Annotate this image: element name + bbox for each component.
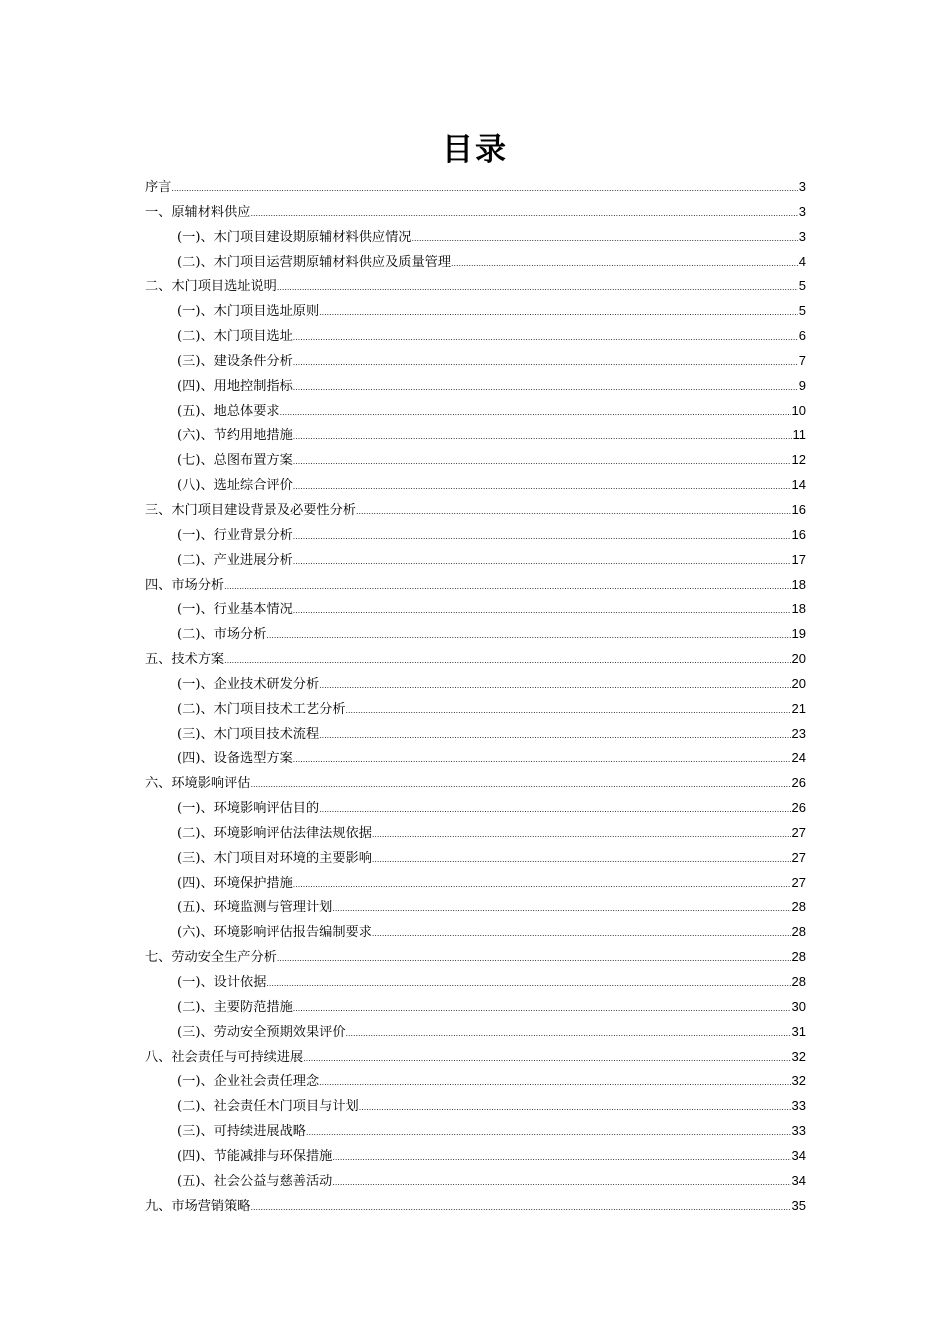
toc-entry-page-number: 31 [791, 1023, 806, 1039]
toc-entry[interactable] [145, 225, 806, 250]
toc-entry[interactable] [145, 374, 806, 399]
toc-entry-label: 四、市场分析 [145, 577, 225, 593]
toc-entry[interactable] [145, 1020, 806, 1045]
toc-entry-page-number: 27 [791, 849, 806, 865]
toc-entry[interactable] [145, 920, 806, 945]
toc-dot-leader [293, 424, 792, 449]
toc-entry-page-number: 24 [791, 750, 806, 766]
toc-entry[interactable] [145, 473, 806, 498]
toc-dot-leader [293, 449, 791, 474]
toc-entry[interactable] [145, 573, 806, 598]
toc-entry-page-number: 28 [791, 899, 806, 915]
toc-entry[interactable] [145, 1119, 806, 1144]
toc-entry-label: (二)、主要防范措施 [177, 999, 293, 1015]
toc-dot-leader [359, 1095, 791, 1120]
toc-entry-page-number: 26 [791, 800, 806, 816]
toc-entry-label: (一)、木门项目选址原则 [177, 304, 320, 320]
toc-entry-label: (三)、可持续进展战略 [177, 1124, 306, 1140]
toc-entry-page-number: 17 [791, 551, 806, 567]
toc-entry-label: (三)、建设条件分析 [177, 353, 293, 369]
toc-dot-leader [372, 921, 791, 946]
toc-entry-page-number: 28 [791, 949, 806, 965]
toc-entry-page-number: 3 [798, 203, 806, 219]
page-title: 目录 [442, 132, 508, 168]
toc-entry[interactable] [145, 746, 806, 771]
toc-dot-leader [319, 300, 798, 325]
toc-entry-page-number: 12 [791, 452, 806, 468]
toc-entry[interactable] [145, 722, 806, 747]
toc-entry-label: (二)、环境影响评估法律法规依据 [177, 825, 372, 841]
toc-entry-label: 序言 [145, 180, 172, 195]
toc-dot-leader [251, 201, 798, 226]
toc-dot-leader [303, 1046, 790, 1071]
toc-entry-label: (四)、节能减排与环保措施 [177, 1148, 333, 1164]
toc-entry-label: (六)、节约用地措施 [177, 428, 293, 444]
toc-entry-page-number: 28 [791, 924, 806, 940]
toc-dot-leader [319, 797, 790, 822]
toc-entry[interactable] [145, 299, 806, 324]
toc-entry-label: (二)、产业进展分析 [177, 552, 293, 568]
toc-dot-leader [293, 598, 791, 623]
toc-entry-page-number: 32 [791, 1048, 806, 1064]
toc-dot-leader [372, 822, 791, 847]
toc-entry[interactable] [145, 175, 806, 200]
toc-entry-label: 三、木门项目建设背景及必要性分析 [145, 502, 356, 518]
toc-entry[interactable] [145, 423, 806, 448]
toc-dot-leader [306, 1120, 791, 1145]
toc-entry-label: (二)、木门项目技术工艺分析 [177, 701, 346, 717]
toc-entry-page-number: 3 [798, 228, 806, 244]
toc-entry[interactable] [145, 324, 806, 349]
toc-entry[interactable] [145, 1169, 806, 1194]
toc-entry-label: (二)、市场分析 [177, 627, 267, 643]
toc-entry-label: (五)、地总体要求 [177, 403, 280, 419]
toc-entry-label: (三)、劳动安全预期效果评价 [177, 1024, 346, 1040]
toc-dot-leader [332, 1145, 790, 1170]
toc-entry-page-number: 18 [791, 576, 806, 592]
toc-entry-page-number: 28 [791, 974, 806, 989]
toc-entry-page-number: 3 [798, 179, 806, 194]
toc-entry-page-number: 21 [791, 700, 806, 716]
toc-dot-leader [346, 698, 791, 723]
toc-entry-label: 六、环境影响评估 [145, 776, 251, 792]
toc-dot-leader [224, 574, 790, 599]
toc-dot-leader [293, 747, 791, 772]
toc-entry-label: (二)、社会责任木门项目与计划 [177, 1099, 359, 1115]
toc-entry-label: (五)、社会公益与慈善活动 [177, 1173, 333, 1189]
toc-dot-leader [372, 847, 791, 872]
toc-entry-page-number: 27 [791, 874, 806, 890]
toc-entry-label: (二)、木门项目选址 [177, 329, 293, 345]
toc-entry-page-number: 33 [791, 1098, 806, 1114]
toc-entry[interactable] [145, 448, 806, 473]
toc-entry[interactable] [145, 672, 806, 697]
toc-entry-label: (七)、总图布置方案 [177, 453, 293, 469]
toc-entry-label: 五、技术方案 [145, 652, 225, 668]
toc-entry-label: (一)、企业社会责任理念 [177, 1074, 320, 1090]
toc-entry-label: (一)、企业技术研发分析 [177, 676, 320, 692]
toc-dot-leader [224, 648, 790, 673]
toc-entry-page-number: 27 [791, 824, 806, 840]
toc-entry[interactable] [145, 647, 806, 672]
toc-entry-label: 二、木门项目选址说明 [145, 279, 277, 295]
toc-entry[interactable] [145, 200, 806, 225]
toc-entry[interactable] [145, 349, 806, 374]
toc-dot-leader [293, 872, 791, 897]
toc-dot-leader [293, 996, 791, 1021]
toc-entry[interactable] [145, 871, 806, 896]
toc-entry[interactable] [145, 821, 806, 846]
toc-entry[interactable] [145, 523, 806, 548]
toc-entry[interactable] [145, 771, 806, 796]
table-of-contents [145, 175, 806, 1218]
toc-dot-leader [293, 375, 798, 400]
toc-entry[interactable] [145, 597, 806, 622]
toc-entry-label: (三)、木门项目技术流程 [177, 726, 320, 742]
toc-entry[interactable] [145, 895, 806, 920]
toc-entry-page-number: 20 [791, 675, 806, 691]
toc-entry-label: (六)、环境影响评估报告编制要求 [177, 925, 372, 941]
toc-entry-label: (一)、设计依据 [177, 975, 267, 990]
toc-entry-page-number: 10 [791, 402, 806, 418]
toc-dot-leader [356, 499, 791, 524]
toc-entry-page-number: 34 [791, 1172, 806, 1188]
toc-entry[interactable] [145, 250, 806, 275]
toc-entry-page-number: 32 [791, 1073, 806, 1089]
toc-dot-leader [251, 1195, 791, 1220]
toc-entry-page-number: 6 [798, 328, 806, 344]
toc-entry[interactable] [145, 1045, 806, 1070]
toc-entry-label: 一、原辅材料供应 [145, 204, 251, 220]
toc-dot-leader [293, 325, 798, 350]
toc-dot-leader [319, 723, 790, 748]
toc-entry[interactable] [145, 1144, 806, 1169]
toc-dot-leader [451, 251, 798, 276]
toc-entry-page-number: 19 [791, 626, 806, 642]
toc-entry-label: (四)、用地控制指标 [177, 378, 293, 394]
toc-entry-label: (一)、行业基本情况 [177, 602, 293, 618]
toc-entry-label: 九、市场营销策略 [145, 1198, 251, 1214]
toc-entry-page-number: 16 [791, 526, 806, 542]
toc-entry-label: (五)、环境监测与管理计划 [177, 900, 333, 916]
toc-entry-page-number: 34 [791, 1147, 806, 1163]
toc-entry-page-number: 18 [791, 601, 806, 617]
toc-entry-label: 七、劳动安全生产分析 [145, 950, 277, 966]
toc-dot-leader [346, 1021, 791, 1046]
toc-dot-leader [277, 275, 798, 300]
toc-entry-page-number: 9 [798, 377, 806, 393]
toc-entry[interactable] [145, 846, 806, 871]
toc-entry-page-number: 4 [798, 253, 806, 269]
toc-dot-leader [411, 226, 797, 251]
toc-entry-page-number: 11 [792, 427, 806, 443]
toc-entry-page-number: 5 [798, 303, 806, 319]
toc-dot-leader [251, 772, 791, 797]
toc-entry[interactable] [145, 970, 806, 995]
toc-entry[interactable] [145, 498, 806, 523]
toc-dot-leader [293, 549, 791, 574]
toc-entry[interactable] [145, 622, 806, 647]
toc-entry-page-number: 7 [798, 352, 806, 368]
toc-entry-label: (四)、环境保护措施 [177, 875, 293, 891]
toc-entry-label: (三)、木门项目对环境的主要影响 [177, 850, 372, 866]
toc-dot-leader [266, 971, 790, 996]
toc-entry-page-number: 20 [791, 651, 806, 667]
toc-entry[interactable] [145, 1094, 806, 1119]
toc-entry[interactable] [145, 399, 806, 424]
toc-entry-label: 八、社会责任与可持续进展 [145, 1049, 304, 1065]
toc-dot-leader [277, 946, 791, 971]
toc-dot-leader [293, 474, 791, 499]
toc-dot-leader [293, 524, 791, 549]
toc-entry-page-number: 30 [791, 998, 806, 1014]
toc-entry[interactable] [145, 945, 806, 970]
toc-entry-label: (一)、木门项目建设期原辅材料供应情况 [177, 229, 412, 245]
toc-entry-label: (四)、设备选型方案 [177, 751, 293, 767]
toc-dot-leader [319, 673, 790, 698]
toc-entry-page-number: 26 [791, 775, 806, 791]
toc-dot-leader [266, 623, 790, 648]
toc-entry-page-number: 35 [791, 1197, 806, 1213]
toc-entry-label: (一)、行业背景分析 [177, 527, 293, 543]
toc-entry[interactable] [145, 1069, 806, 1094]
toc-dot-leader [171, 176, 797, 201]
toc-dot-leader [280, 400, 791, 425]
toc-entry-page-number: 5 [798, 278, 806, 294]
toc-entry-label: (一)、环境影响评估目的 [177, 801, 320, 817]
toc-entry[interactable] [145, 697, 806, 722]
toc-entry[interactable] [145, 796, 806, 821]
toc-entry[interactable] [145, 548, 806, 573]
toc-dot-leader [293, 350, 798, 375]
toc-entry-page-number: 33 [791, 1123, 806, 1139]
toc-entry[interactable] [145, 274, 806, 299]
toc-entry[interactable] [145, 1194, 806, 1219]
toc-entry-label: (二)、木门项目运营期原辅材料供应及质量管理 [177, 254, 452, 270]
toc-entry[interactable] [145, 995, 806, 1020]
toc-entry-page-number: 23 [791, 725, 806, 741]
toc-dot-leader [332, 896, 790, 921]
toc-dot-leader [319, 1070, 790, 1095]
toc-entry-page-number: 16 [791, 501, 806, 517]
toc-entry-label: (八)、选址综合评价 [177, 478, 293, 494]
toc-entry-page-number: 14 [791, 477, 806, 493]
toc-dot-leader [332, 1170, 790, 1195]
